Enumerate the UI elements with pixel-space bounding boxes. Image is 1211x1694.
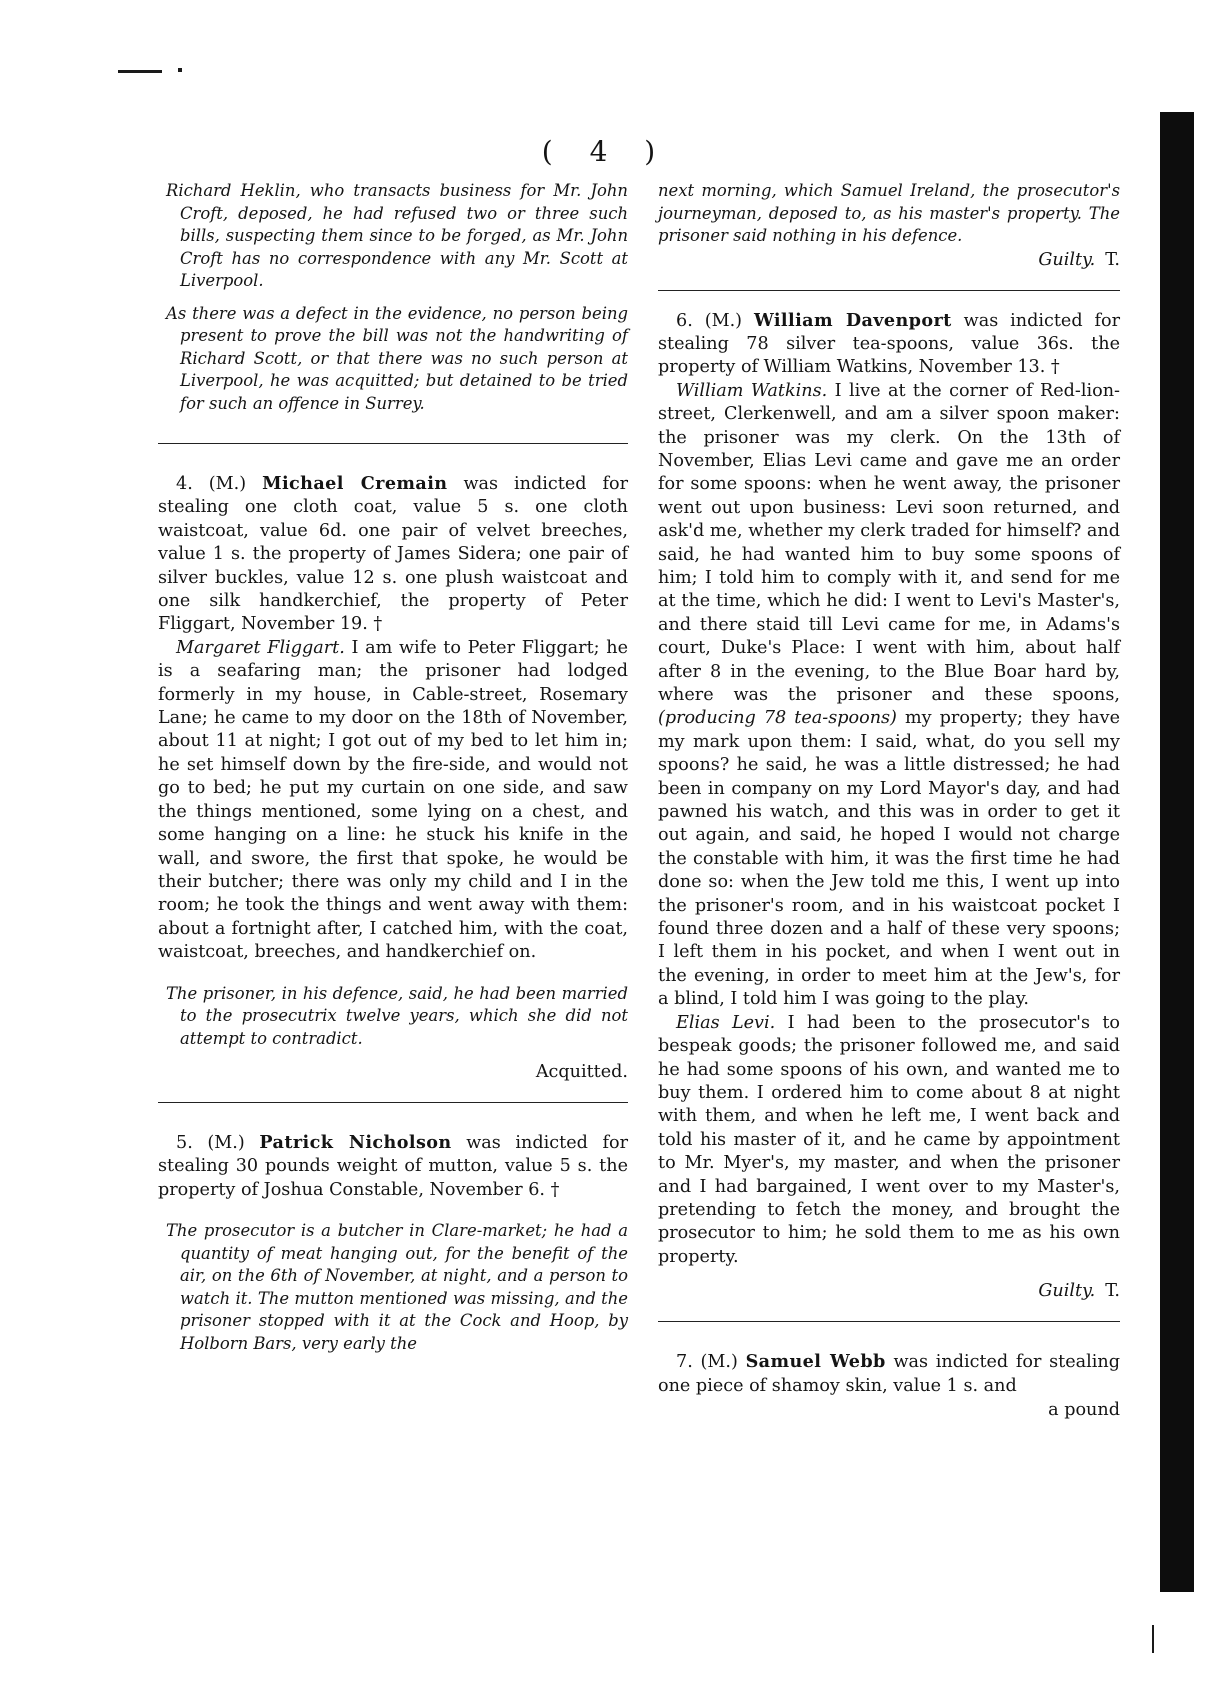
indictment-text: was indicted for stealing 30 pounds weight of mutton, value 5 s. the property of Joshua Constable, November 6. †	[158, 1133, 628, 1200]
case-6-verdict	[658, 1279, 1120, 1303]
indictment-text: was indicted for stealing 78 silver tea-spoons, value 36s. the property of William Watkins, November 13. †	[658, 310, 1121, 378]
case-5-continuation: next morning, which Samuel Ireland, the prosecutor's journeyman, deposed to, as his master's property. The prisoner said nothing in his defence.	[658, 181, 1120, 245]
ink-speck	[1152, 1625, 1154, 1653]
witness-name: Margaret Fliggart.	[176, 637, 345, 658]
case-5-narrative: The prosecutor is a butcher in Clare-market; he had a quantity of meat hanging out, for the benefit of the air, on the 6th of November, at night, and a person to watch it. The mutton mentioned was missing, and the prisoner stopped with it at the Cock and Hoop, by Holborn Bars, very early the	[166, 1221, 628, 1353]
case-6-watkins-testimony	[658, 380, 1120, 1012]
scan-edge-shadow	[1160, 112, 1194, 1592]
indictment-text: was indicted for stealing one cloth coat, value 5 s. one cloth waistcoat, value 6d. one pair of velvet breeches, value 1 s. the property of James Sidera; one pair of silver buckles, value 12 s. one plush waistcoat and one silk handkerchief, the property of Peter Fliggart, November 19. †	[158, 474, 628, 635]
case-number: 7. (M.)	[676, 1352, 738, 1373]
case-4-testimony	[158, 637, 628, 965]
defendant-name: Samuel Webb	[745, 1351, 886, 1373]
case-6-levi-testimony	[658, 1012, 1120, 1269]
ink-speck	[118, 70, 162, 73]
acquittal-note: As there was a defect in the evidence, no person being present to prove the bill was not the handwriting of Richard Scott, or that there was no such person at Liverpool, he was acquitted; but detained to be tried for such an offence in Surrey.	[166, 303, 628, 413]
case-6-indictment	[658, 309, 1120, 380]
testimony-text: I live at the corner of Red-lion-street, Clerkenwell, and am a silver spoon maker: the prisoner was my clerk. On the 13th of November, Elias Levi came and gave me an order for some spoons: when he went away, the prisoner went out upon business: Levi soon returned, and ask'd me, whether my clerk traded for himself? and said, he had wanted him to buy some spoons of him; I told him to comply with it, and send for me at the time, which he did: I went to Levi's Master's, and there staid till Levi came for me, in Adams's court, Duke's Place: I went with him, about half after 8 in the evening, to the Blue Boar hard by, where was the prisoner and these spoons,	[658, 380, 1120, 705]
testimony-text: I had been to the prosecutor's to bespeak goods; the prisoner followed me, and said he had some spoons of his own, and wanted me to buy them. I ordered him to come about 8 at night with them, and when he left me, I went back and told his master of it, and he came by appointment to Mr. Myer's, my master, and when the prisoner and I had bargained, I went over to my Master's, pretending to fetch the money, and brought the prosecutor to him; he sold them to me as his own property.	[658, 1012, 1120, 1267]
case-number: 5. (M.)	[176, 1133, 245, 1154]
case-4-defence: The prisoner, in his defence, said, he had been married to the prosecutrix twelve years, which she did not attempt to contradict.	[166, 983, 628, 1048]
defendant-name: Patrick Nicholson	[259, 1132, 452, 1154]
verdict-mark: T.	[1105, 1281, 1120, 1302]
case-5-verdict	[658, 248, 1120, 272]
case-4-verdict: Acquitted.	[535, 1062, 628, 1083]
defendant-name: William Davenport	[753, 309, 952, 331]
heklin-deposition: Richard Heklin, who transacts business for Mr. John Croft, deposed, he had refused two or three such bills, suspecting them since to be forged, as Mr. John Croft has no correspondence with any Mr. Scott at Liverpool.	[166, 181, 628, 290]
indictment-text: was indicted for stealing one piece of shamoy skin, value 1 s. and	[658, 1352, 1120, 1396]
case-7-indictment	[658, 1350, 1120, 1398]
page-number: ( 4 )	[541, 135, 670, 168]
verdict-word: Guilty.	[1038, 249, 1096, 270]
testimony-text: I am wife to Peter Fliggart; he is a seafaring man; the prisoner had lodged formerly in my house, in Cable-street, Rosemary Lane; he came to my door on the 18th of November, about 11 at night; I got out of my bed to let him in; he set himself down by the fire-side, and would not go to bed; he put my curtain on one side, and saw the things mentioned, some lying on a chest, and some hanging on a line: he stuck his knife in the wall, and swore, the first that spoke, he would be their butcher; there was only my child and I in the room; he took the things and went away with them: about a fortnight after, I catched him, with the coat, waistcoat, breeches, and handkerchief on.	[158, 637, 629, 963]
verdict-mark: T.	[1105, 249, 1120, 270]
exhibit-note: (producing 78 tea-spoons)	[658, 708, 897, 729]
witness-name: Elias Levi.	[676, 1012, 776, 1033]
case-4-indictment	[158, 472, 628, 637]
case-5-indictment	[158, 1131, 628, 1202]
witness-name: William Watkins.	[676, 380, 828, 401]
case-number: 6. (M.)	[676, 310, 743, 331]
right-column	[658, 180, 1120, 1422]
defendant-name: Michael Cremain	[262, 473, 448, 494]
ink-speck	[178, 68, 182, 72]
case-number: 4. (M.)	[176, 474, 247, 494]
testimony-text: my property; they have my mark upon them: I said, what, do you sell my spoons? he said, he was a little distressed; he had been in company on my Lord Mayor's day, and had pawned his watch, and this was in order to get it out again, and said, he hoped I would not charge the constable with him, it was the first time he had done so: when the Jew told me this, I went up into the prisoner's room, and in his waistcoat pocket I found three dozen and a half of these very spoons; I left them in his pocket, and when I went out in the evening, in order to meet him at the Jew's, for a blind, I told him I was going to the play.	[658, 708, 1120, 1010]
verdict-word: Guilty.	[1038, 1281, 1096, 1302]
left-column	[158, 180, 628, 1355]
catchword: a pound	[1048, 1399, 1120, 1420]
